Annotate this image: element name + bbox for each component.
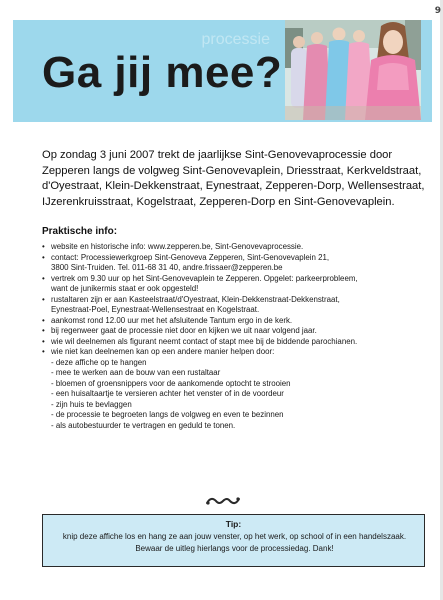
help-option: - de processie te begroeten langs de volgweg en even te bezinnen [51,410,284,419]
list-item-text: rustaltaren zijn er aan Kasteelstraat/d'Oyestraat, Klein-Dekkenstraat-Dekkenstraat, [51,294,340,304]
bullet-icon: • [42,242,45,251]
bullet-icon: • [42,347,45,356]
list-item-text: bij regenweer gaat de processie niet door en kijken we uit naar volgend jaar. [51,326,317,335]
list-item [42,295,427,316]
bullet-icon: • [42,294,45,304]
list-item-text: wie niet kan deelnemen kan op een andere manier helpen door: [51,347,275,356]
practical-info-title: Praktische info: [42,226,118,237]
ghost-word: processie [201,31,270,48]
bullet-icon: • [42,315,45,325]
procession-photo [285,20,421,120]
intro-paragraph: Op zondag 3 juni 2007 trekt de jaarlijkse Sint-Genovevaprocessie door Zepperen langs de volgweg Sint-Genovevaplein, Driesstraat, Kerkveldstraat, d'Oyestraat, Klein-Dekkenstraat, Eynestraat, Zepperen-Dorp, Wellensestraat, IJzerenkruisstraat, Kogelstraat, Zepperen-Dorp en Sint-Genovevaplein. [42,149,425,208]
list-item [42,253,427,274]
help-option: - zijn huis te bevlaggen [51,399,132,409]
tip-box [42,514,425,567]
swirl-ornament-icon [205,494,241,508]
list-item [42,274,427,295]
list-item-text: wie wil deelnemen als figurant neemt contact of stapt mee bij de biddende parochianen. [51,336,358,346]
list-item-text: website en historische info: www.zepperen.be, Sint-Genovevaprocessie. [51,242,304,251]
list-item-text: contact: Processiewerkgroep Sint-Genoveva Zepperen, Sint-Genovevaplein 21, [51,252,330,262]
bullet-icon: • [42,336,45,346]
list-item [42,347,427,431]
bullet-icon: • [42,252,45,262]
list-item [42,337,427,348]
list-item-text: want de junikermis staat er ook opgesteld! [51,284,199,293]
page-mark: 9 [434,6,441,16]
help-option: - een huisaltaartje te versieren achter het venster of in de voordeur [51,389,284,398]
tip-title: Tip: [225,519,242,529]
list-item [42,326,427,337]
bullet-icon: • [42,273,45,283]
list-item-text: vertrek om 9.30 uur op het Sint-Genovevaplein te Zepperen. Opgelet: parkeerprobleem, [51,273,358,283]
help-option: - als autobestuurder te vertragen en geduld te tonen. [51,420,236,430]
page-title: Ga jij mee? [42,48,283,97]
list-item [42,316,427,327]
help-option: - mee te werken aan de bouw van een rustaltaar [51,368,221,377]
bullet-icon: • [42,326,45,335]
practical-info-list [42,242,427,431]
list-item-text: 3800 Sint-Truiden. Tel. 011-68 31 40, andre.frissaer@zepperen.be [51,263,283,272]
tip-text: knip deze affiche los en hang ze aan jouw venster, op het werk, op school of in een handelszaak. Bewaar de uitleg hierlangs voor de processiedag. Dank! [62,532,407,553]
procession-photo-image [285,20,421,120]
help-option: - bloemen of groensnippers voor de aankomende optocht te strooien [51,378,291,388]
help-option: - deze affiche op te hangen [51,357,147,367]
list-item-text: aankomst rond 12.00 uur met het afsluitende Tantum ergo in de kerk. [51,315,293,325]
list-item-text: Eynestraat-Poel, Eynestraat-Wellensestraat en Kogelstraat. [51,305,260,314]
list-item [42,242,427,253]
